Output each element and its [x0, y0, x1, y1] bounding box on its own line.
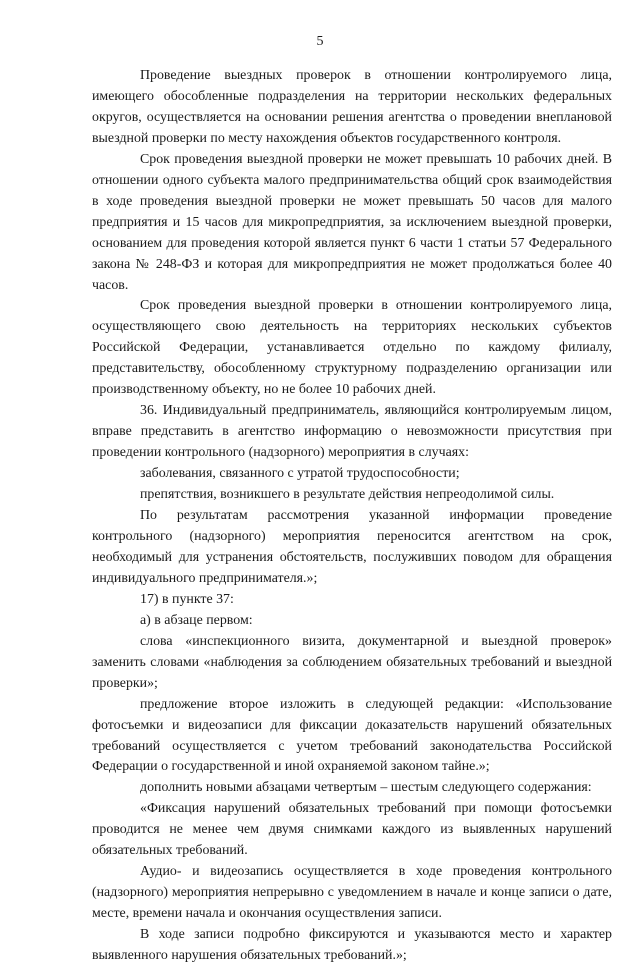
paragraph-replace-words: слова «инспекционного визита, документарной и выездной проверок» заменить словами «наблюдения за соблюдением обязательных требований и выездной проверки»;: [92, 633, 612, 691]
paragraph-illness-case: заболевания, связанного с утратой трудоспособности;: [140, 466, 460, 482]
paragraph-add-new-paragraphs: дополнить новыми абзацами четвертым – шестым следующего содержания:: [140, 780, 592, 796]
paragraph-item-36: 36. Индивидуальный предприниматель, являющийся контролируемым лицом, вправе представить в агентство информацию о невозможности присутствия при проведении контрольного (надзорного) мероприятия в случаях:: [92, 403, 612, 461]
paragraph-photo-fixation: «Фиксация нарушений обязательных требований при помощи фотосъемки проводится не менее чем двумя снимками каждого из выявленных нарушений обязательных требований.: [92, 801, 612, 859]
paragraph-multi-district-inspections: Проведение выездных проверок в отношении контролируемого лица, имеющего обособленные подразделения на территории нескольких федеральных округов, осуществляется на основании решения агентства о проведении внеплановой выездной проверки по месту нахождения объектов государственного контроля.: [92, 68, 612, 146]
document-body: [92, 66, 612, 967]
paragraph-inspection-duration: Срок проведения выездной проверки не может превышать 10 рабочих дней. В отношении одного субъекта малого предпринимательства общий срок взаимодействия в ходе проведения выездной проверки не может превышать 50 часов для малого предприятия и 15 часов для микропредприятия, за исключением выездной проверки, основанием для проведения которой является пункт 6 части 1 статьи 57 Федерального закона № 248-ФЗ и которая для микропредприятия не может продолжаться более 40 часов.: [92, 151, 612, 293]
paragraph-force-majeure-case: препятствия, возникшего в результате действия непреодолимой силы.: [140, 487, 555, 503]
paragraph-second-sentence: предложение второе изложить в следующей редакции: «Использование фотосъемки и видеозаписи для фиксации доказательств нарушений обязательных требований осуществляется с учетом требований законодательства Российской Федерации о государственной и иной охраняемой законом тайне.»;: [92, 696, 612, 775]
paragraph-audio-video: Аудио- и видеозапись осуществляется в ходе проведения контрольного (надзорного) мероприятия непрерывно с уведомлением в начале и конце записи о дате, месте, времени начала и окончания осуществления записи.: [92, 864, 612, 922]
paragraph-subitem-a: а) в абзаце первом:: [140, 612, 253, 628]
paragraph-postponement: По результатам рассмотрения указанной информации проведение контрольного (надзорного) мероприятия переносится агентством на срок, необходимый для устранения обстоятельств, послуживших поводом для обращения индивидуального предпринимателя.»;: [92, 508, 612, 586]
paragraph-recording-details: В ходе записи подробно фиксируются и указываются место и характер выявленного нарушения обязательных требований.»;: [92, 927, 612, 964]
paragraph-multi-region-duration: Срок проведения выездной проверки в отношении контролируемого лица, осуществляющего свою деятельность на территориях нескольких субъектов Российской Федерации, устанавливается отдельно по каждому филиалу, представительству, обособленному структурному подразделению организации или производственному объекту, но не более 10 рабочих дней.: [92, 298, 612, 398]
paragraph-item-17: 17) в пункте 37:: [140, 591, 234, 607]
page-number: 5: [316, 34, 324, 49]
